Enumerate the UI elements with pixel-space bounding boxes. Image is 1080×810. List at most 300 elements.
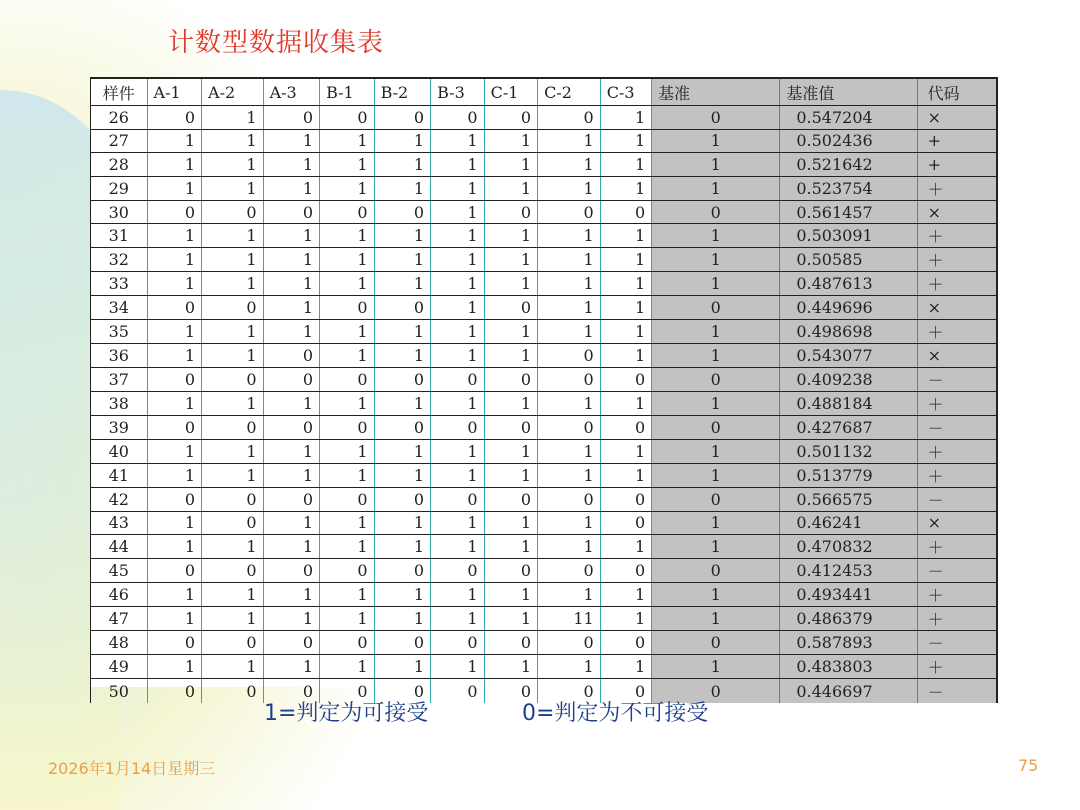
table-cell: 1 <box>484 153 538 177</box>
table-cell: 1 <box>147 176 202 200</box>
table-cell: 1 <box>374 583 431 607</box>
table-cell: ＋ <box>917 607 997 631</box>
table-cell: 1 <box>263 296 320 320</box>
table-cell: 0 <box>538 106 601 130</box>
table-cell: ＋ <box>917 272 997 296</box>
table-cell: 42 <box>91 487 148 511</box>
table-cell: 0 <box>484 296 538 320</box>
table-cell: 1 <box>320 655 375 679</box>
table-cell: 0.470832 <box>780 535 917 559</box>
table-cell: 49 <box>91 655 148 679</box>
table-cell: 1 <box>202 535 264 559</box>
table-cell: + <box>917 153 997 177</box>
table-cell: 0.543077 <box>780 343 917 367</box>
table-cell: 11 <box>538 607 601 631</box>
table-cell: 41 <box>91 463 148 487</box>
table-row <box>91 367 998 391</box>
table-cell: 1 <box>600 583 651 607</box>
table-cell: 1 <box>600 129 651 153</box>
table-cell: 1 <box>263 535 320 559</box>
table-cell: 1 <box>374 248 431 272</box>
table-cell: 0 <box>147 487 202 511</box>
table-cell: 0 <box>538 415 601 439</box>
table-cell: 1 <box>431 607 485 631</box>
table-row <box>91 106 998 130</box>
table-cell: 1 <box>484 655 538 679</box>
table-cell: 1 <box>263 319 320 343</box>
table-cell: 40 <box>91 439 148 463</box>
table-cell: 1 <box>147 343 202 367</box>
table-cell: 0 <box>538 343 601 367</box>
table-cell: 1 <box>484 224 538 248</box>
table-cell: 0 <box>538 487 601 511</box>
table-cell: ＋ <box>917 248 997 272</box>
table-cell: 1 <box>484 176 538 200</box>
table-cell: 0 <box>147 106 202 130</box>
table-cell: 1 <box>652 129 780 153</box>
column-header: B-1 <box>320 78 375 106</box>
table-cell: 0 <box>263 631 320 655</box>
table-cell: 0 <box>538 367 601 391</box>
table-cell: × <box>917 343 997 367</box>
legend-reject: 0=判定为不可接受 <box>522 701 709 726</box>
table-cell: 1 <box>202 439 264 463</box>
table-cell: 1 <box>147 391 202 415</box>
table-cell: 0.521642 <box>780 153 917 177</box>
table-row <box>91 439 998 463</box>
table-cell: 1 <box>263 176 320 200</box>
table-cell: 1 <box>484 319 538 343</box>
table-cell: 1 <box>652 655 780 679</box>
table-cell: 0 <box>202 200 264 224</box>
table-cell: 1 <box>202 224 264 248</box>
table-cell: 1 <box>600 153 651 177</box>
table-cell: ＋ <box>917 391 997 415</box>
table-row <box>91 296 998 320</box>
table-cell: 1 <box>600 391 651 415</box>
table-cell: 1 <box>147 248 202 272</box>
table-cell: 48 <box>91 631 148 655</box>
table-cell: × <box>917 296 997 320</box>
table-cell: 1 <box>374 511 431 535</box>
table-cell: 1 <box>484 129 538 153</box>
table-cell: 0 <box>202 679 264 704</box>
column-header: C-1 <box>484 78 538 106</box>
table-cell: 27 <box>91 129 148 153</box>
table-cell: 0 <box>320 415 375 439</box>
table-cell: 1 <box>538 391 601 415</box>
table-cell: 1 <box>320 583 375 607</box>
table-cell: 0 <box>538 631 601 655</box>
table-row <box>91 176 998 200</box>
table-cell: 1 <box>202 106 264 130</box>
table-cell: × <box>917 511 997 535</box>
table-cell: 1 <box>374 272 431 296</box>
legend-accept: 1=判定为可接受 <box>264 701 429 726</box>
table-cell: 1 <box>600 439 651 463</box>
table-cell: 0 <box>147 296 202 320</box>
table-cell: 44 <box>91 535 148 559</box>
table-cell: 0 <box>147 631 202 655</box>
table-cell: 1 <box>484 272 538 296</box>
table-cell: 1 <box>431 511 485 535</box>
table-cell: 50 <box>91 679 148 704</box>
table-cell: － <box>917 559 997 583</box>
table-cell: 0 <box>320 296 375 320</box>
table-row <box>91 535 998 559</box>
table-cell: 1 <box>147 319 202 343</box>
table-cell: 1 <box>431 343 485 367</box>
table-row <box>91 343 998 367</box>
table-cell: 0 <box>652 200 780 224</box>
table-row <box>91 655 998 679</box>
table-cell: ＋ <box>917 439 997 463</box>
table-cell: ＋ <box>917 535 997 559</box>
table-cell: 0 <box>600 487 651 511</box>
table-cell: 47 <box>91 607 148 631</box>
table-cell: 43 <box>91 511 148 535</box>
table-cell: 1 <box>374 607 431 631</box>
table-cell: 1 <box>431 319 485 343</box>
table-row <box>91 487 998 511</box>
table-cell: 1 <box>538 153 601 177</box>
table-row <box>91 200 998 224</box>
table-cell: 1 <box>600 319 651 343</box>
table-cell: 0 <box>263 200 320 224</box>
table-cell: 1 <box>202 391 264 415</box>
table-cell: 31 <box>91 224 148 248</box>
table-cell: 0 <box>202 487 264 511</box>
table-cell: － <box>917 487 997 511</box>
table-cell: 1 <box>431 129 485 153</box>
table-cell: 26 <box>91 106 148 130</box>
table-cell: 0 <box>320 200 375 224</box>
column-header: C-2 <box>538 78 601 106</box>
table-cell: 1 <box>538 535 601 559</box>
table-cell: 1 <box>263 583 320 607</box>
table-cell: 1 <box>652 343 780 367</box>
table-cell: 1 <box>263 153 320 177</box>
table-cell: 0 <box>202 559 264 583</box>
table-cell: 1 <box>202 607 264 631</box>
table-cell: 1 <box>538 583 601 607</box>
table-cell: 0 <box>652 367 780 391</box>
table-row <box>91 319 998 343</box>
table-cell: 1 <box>202 153 264 177</box>
table-cell: 34 <box>91 296 148 320</box>
table-header-row <box>91 78 998 106</box>
table-cell: 1 <box>538 248 601 272</box>
column-header: B-2 <box>374 78 431 106</box>
table-cell: 0 <box>484 487 538 511</box>
table-cell: 0 <box>320 559 375 583</box>
table-cell: 30 <box>91 200 148 224</box>
table-cell: 0.523754 <box>780 176 917 200</box>
table-cell: 1 <box>263 224 320 248</box>
table-cell: 1 <box>374 224 431 248</box>
table-cell: 39 <box>91 415 148 439</box>
table-cell: 35 <box>91 319 148 343</box>
table-cell: － <box>917 367 997 391</box>
table-cell: 1 <box>320 463 375 487</box>
table-cell: 1 <box>147 511 202 535</box>
column-header: A-2 <box>202 78 264 106</box>
table-cell: 1 <box>652 153 780 177</box>
table-cell: 0.547204 <box>780 106 917 130</box>
table-cell: 0 <box>263 559 320 583</box>
table-cell: 1 <box>320 511 375 535</box>
table-cell: 0 <box>320 631 375 655</box>
table-cell: 0 <box>484 415 538 439</box>
table-cell: 1 <box>431 248 485 272</box>
table-cell: 0 <box>484 559 538 583</box>
table-cell: 1 <box>374 319 431 343</box>
table-cell: 0 <box>374 487 431 511</box>
table-cell: 0 <box>484 106 538 130</box>
table-cell: 0.498698 <box>780 319 917 343</box>
table-cell: 1 <box>374 129 431 153</box>
table-cell: 1 <box>147 153 202 177</box>
table-cell: 0 <box>600 511 651 535</box>
page-title: 计数型数据收集表 <box>168 28 385 58</box>
table-cell: 0 <box>600 559 651 583</box>
table-cell: 0 <box>374 631 431 655</box>
table-row <box>91 391 998 415</box>
table-cell: 1 <box>202 319 264 343</box>
table-cell: 0.487613 <box>780 272 917 296</box>
table-cell: 1 <box>320 535 375 559</box>
table-cell: 0.501132 <box>780 439 917 463</box>
table-cell: 1 <box>202 272 264 296</box>
table-cell: 0 <box>538 200 601 224</box>
table-cell: 37 <box>91 367 148 391</box>
table-cell: 1 <box>320 343 375 367</box>
table-cell: 1 <box>600 176 651 200</box>
table-cell: 0.449696 <box>780 296 917 320</box>
table-row <box>91 511 998 535</box>
table-cell: 1 <box>538 176 601 200</box>
table-cell: 1 <box>652 607 780 631</box>
table-cell: 0 <box>431 559 485 583</box>
table-cell: 0 <box>374 367 431 391</box>
table-row <box>91 224 998 248</box>
table-cell: 45 <box>91 559 148 583</box>
table-cell: 1 <box>202 343 264 367</box>
table-cell: 0 <box>484 367 538 391</box>
table-row <box>91 415 998 439</box>
table-cell: 1 <box>600 655 651 679</box>
table-cell: 1 <box>263 511 320 535</box>
table-cell: 1 <box>431 200 485 224</box>
table-cell: 1 <box>600 463 651 487</box>
table-cell: 0 <box>147 679 202 704</box>
table-cell: 0 <box>484 679 538 704</box>
table-cell: 1 <box>374 391 431 415</box>
table-cell: 1 <box>320 224 375 248</box>
table-cell: 0.50585 <box>780 248 917 272</box>
table-cell: 1 <box>484 607 538 631</box>
table-cell: ＋ <box>917 319 997 343</box>
table-cell: 1 <box>147 439 202 463</box>
table-cell: 1 <box>320 607 375 631</box>
table-cell: 0 <box>600 631 651 655</box>
table-cell: 0 <box>374 415 431 439</box>
table-cell: 0 <box>652 631 780 655</box>
table-cell: 0.483803 <box>780 655 917 679</box>
table-cell: 1 <box>374 343 431 367</box>
table-cell: 1 <box>652 511 780 535</box>
table-cell: 1 <box>202 176 264 200</box>
table-cell: 0 <box>538 559 601 583</box>
table-cell: 1 <box>652 272 780 296</box>
table-cell: 1 <box>374 439 431 463</box>
table-cell: 1 <box>320 391 375 415</box>
table-cell: 1 <box>320 153 375 177</box>
table-cell: 1 <box>431 583 485 607</box>
table-cell: 28 <box>91 153 148 177</box>
column-header: A-3 <box>263 78 320 106</box>
table-cell: 1 <box>484 583 538 607</box>
table-row <box>91 559 998 583</box>
table-cell: 1 <box>263 607 320 631</box>
table-cell: 1 <box>600 248 651 272</box>
table-cell: 1 <box>147 129 202 153</box>
table-cell: 0 <box>374 106 431 130</box>
table-cell: 0 <box>600 679 651 704</box>
table-cell: 0 <box>484 631 538 655</box>
table-cell: 0 <box>202 367 264 391</box>
table-cell: 0 <box>263 106 320 130</box>
table-row <box>91 272 998 296</box>
table-cell: 0 <box>263 367 320 391</box>
table-cell: 0.427687 <box>780 415 917 439</box>
table-cell: 1 <box>538 296 601 320</box>
table-cell: － <box>917 679 997 704</box>
table-cell: 1 <box>320 176 375 200</box>
table-cell: 0 <box>147 200 202 224</box>
table-cell: 0 <box>652 106 780 130</box>
table-cell: 1 <box>652 224 780 248</box>
table-cell: 1 <box>600 535 651 559</box>
table-cell: 1 <box>147 463 202 487</box>
table-cell: 0 <box>202 415 264 439</box>
table-cell: 1 <box>652 176 780 200</box>
table-cell: 1 <box>538 129 601 153</box>
table-cell: 0.493441 <box>780 583 917 607</box>
table-cell: 1 <box>538 439 601 463</box>
table-cell: 0 <box>320 487 375 511</box>
table-cell: 1 <box>431 535 485 559</box>
table-cell: 1 <box>263 248 320 272</box>
data-table-container <box>90 77 998 702</box>
table-cell: 0 <box>600 415 651 439</box>
table-cell: 1 <box>652 319 780 343</box>
table-cell: 46 <box>91 583 148 607</box>
table-cell: 1 <box>652 583 780 607</box>
table-row <box>91 153 998 177</box>
table-cell: 1 <box>484 391 538 415</box>
table-cell: 1 <box>374 655 431 679</box>
table-cell: 0 <box>374 296 431 320</box>
table-cell: 1 <box>600 296 651 320</box>
table-cell: 1 <box>202 655 264 679</box>
table-cell: 1 <box>484 535 538 559</box>
table-cell: 0.561457 <box>780 200 917 224</box>
table-cell: + <box>917 129 997 153</box>
table-cell: 1 <box>538 463 601 487</box>
table-cell: 0.412453 <box>780 559 917 583</box>
table-cell: 1 <box>431 439 485 463</box>
table-cell: × <box>917 106 997 130</box>
table-cell: 1 <box>484 248 538 272</box>
table-cell: 1 <box>652 463 780 487</box>
table-cell: 1 <box>202 129 264 153</box>
table-cell: 1 <box>652 391 780 415</box>
column-header: 样件 <box>91 78 148 106</box>
table-cell: 1 <box>600 224 651 248</box>
table-cell: 0.409238 <box>780 367 917 391</box>
table-cell: 1 <box>147 272 202 296</box>
table-cell: 0.566575 <box>780 487 917 511</box>
table-cell: 1 <box>374 176 431 200</box>
table-cell: 0 <box>147 559 202 583</box>
table-row <box>91 631 998 655</box>
attribute-data-table <box>90 77 998 703</box>
table-cell: 1 <box>147 535 202 559</box>
table-cell: 0 <box>431 415 485 439</box>
table-cell: 1 <box>147 655 202 679</box>
table-cell: 0 <box>202 296 264 320</box>
table-cell: 1 <box>374 153 431 177</box>
column-header: B-3 <box>431 78 485 106</box>
table-cell: 1 <box>600 272 651 296</box>
table-cell: 1 <box>320 248 375 272</box>
table-cell: 0.488184 <box>780 391 917 415</box>
table-cell: 1 <box>320 439 375 463</box>
table-cell: 1 <box>263 272 320 296</box>
table-cell: 0 <box>263 679 320 704</box>
table-cell: 0.46241 <box>780 511 917 535</box>
table-cell: 0 <box>431 106 485 130</box>
table-cell: 1 <box>202 583 264 607</box>
table-cell: 33 <box>91 272 148 296</box>
table-cell: 0 <box>320 106 375 130</box>
table-cell: 0 <box>147 367 202 391</box>
column-header: A-1 <box>147 78 202 106</box>
table-cell: 1 <box>147 607 202 631</box>
table-cell: 0 <box>202 511 264 535</box>
table-cell: － <box>917 631 997 655</box>
table-cell: 1 <box>652 248 780 272</box>
table-cell: 0 <box>374 679 431 704</box>
table-cell: 36 <box>91 343 148 367</box>
column-header: 代码 <box>917 78 997 106</box>
table-cell: 1 <box>538 224 601 248</box>
table-cell: 1 <box>263 655 320 679</box>
table-cell: ＋ <box>917 176 997 200</box>
table-cell: 0 <box>147 415 202 439</box>
table-cell: 1 <box>431 272 485 296</box>
table-cell: ＋ <box>917 224 997 248</box>
table-cell: 0.503091 <box>780 224 917 248</box>
table-cell: 0 <box>652 559 780 583</box>
table-cell: 1 <box>484 511 538 535</box>
table-body <box>91 106 998 704</box>
table-cell: 0 <box>431 631 485 655</box>
table-cell: 0 <box>374 559 431 583</box>
table-cell: 1 <box>320 272 375 296</box>
table-cell: ＋ <box>917 463 997 487</box>
